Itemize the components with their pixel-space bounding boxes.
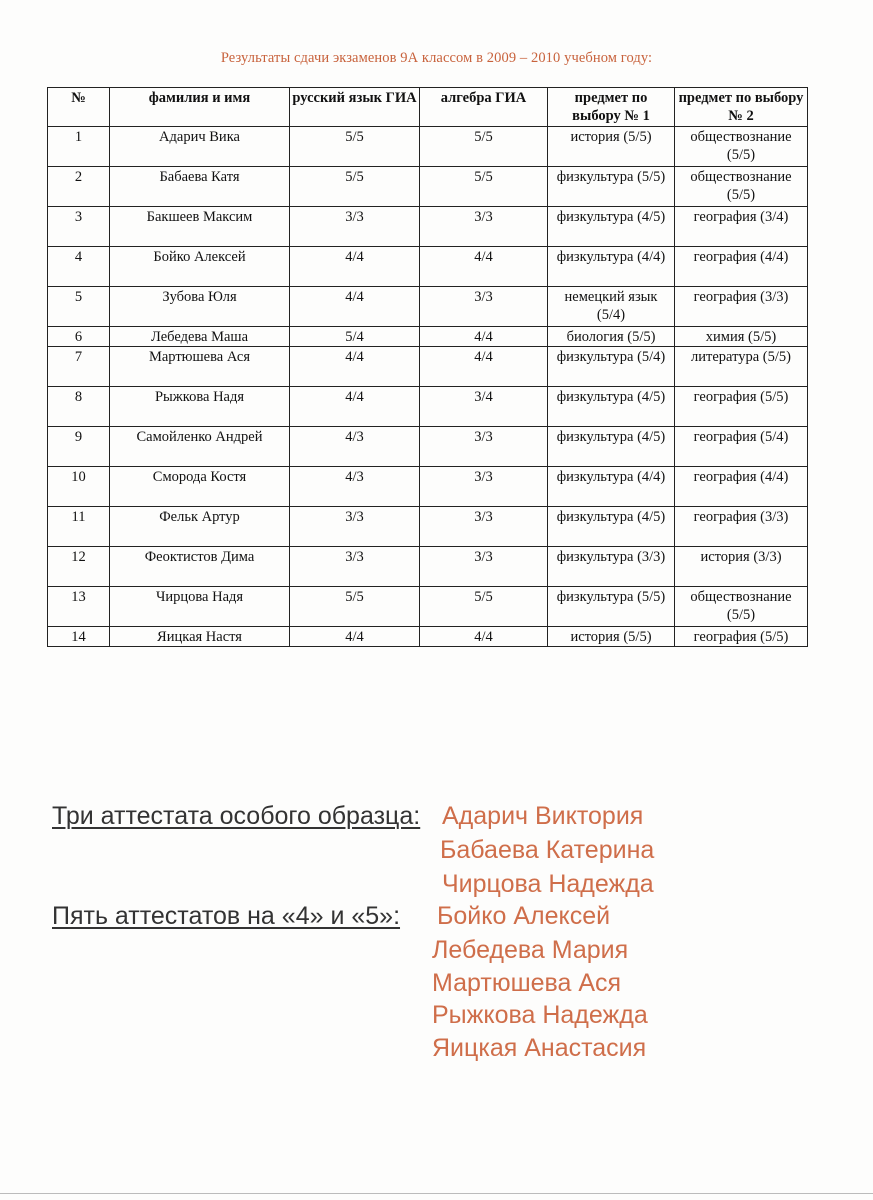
cell-number: 7 (48, 347, 110, 387)
honors-name: Рыжкова Надежда (432, 1001, 648, 1029)
cell-russian: 5/5 (290, 127, 420, 167)
table-row (48, 247, 808, 287)
cell-russian: 3/3 (290, 507, 420, 547)
cell-number: 3 (48, 207, 110, 247)
header-elective-1: предмет по выбору № 1 (548, 88, 675, 127)
cell-russian: 5/5 (290, 587, 420, 627)
cell-elective-2: география (5/4) (675, 427, 808, 467)
cell-name: Фельк Артур (110, 507, 290, 547)
cell-elective-2: география (3/3) (675, 507, 808, 547)
cell-elective-2: обществознание (5/5) (675, 587, 808, 627)
table-row (48, 547, 808, 587)
table-row (48, 207, 808, 247)
cell-russian: 4/4 (290, 287, 420, 327)
cell-name: Бакшеев Максим (110, 207, 290, 247)
table-row (48, 127, 808, 167)
cell-name: Бабаева Катя (110, 167, 290, 207)
cell-elective-1: физкультура (4/5) (548, 507, 675, 547)
table-row (48, 507, 808, 547)
cell-algebra: 4/4 (420, 347, 548, 387)
cell-elective-2: география (5/5) (675, 627, 808, 647)
header-algebra: алгебра ГИА (420, 88, 548, 127)
cell-elective-1: физкультура (5/4) (548, 347, 675, 387)
cell-elective-2: география (4/4) (675, 247, 808, 287)
cell-name: Зубова Юля (110, 287, 290, 327)
cell-number: 14 (48, 627, 110, 647)
honors-name: Адарич Виктория (442, 802, 644, 830)
cell-number: 4 (48, 247, 110, 287)
table-row (48, 167, 808, 207)
cell-algebra: 3/3 (420, 427, 548, 467)
cell-name: Мартюшева Ася (110, 347, 290, 387)
cell-name: Рыжкова Надя (110, 387, 290, 427)
cell-name: Адарич Вика (110, 127, 290, 167)
cell-russian: 4/3 (290, 467, 420, 507)
cell-elective-1: физкультура (4/5) (548, 427, 675, 467)
cell-number: 12 (48, 547, 110, 587)
good-certificates-label: Пять аттестатов на «4» и «5»: (52, 902, 401, 930)
cell-russian: 5/5 (290, 167, 420, 207)
cell-elective-2: обществознание (5/5) (675, 167, 808, 207)
table-row (48, 287, 808, 327)
cell-russian: 4/3 (290, 427, 420, 467)
header-number: № (48, 88, 110, 127)
cell-algebra: 3/4 (420, 387, 548, 427)
cell-elective-1: биология (5/5) (548, 327, 675, 347)
table-header-row (48, 88, 808, 127)
header-name: фамилия и имя (110, 88, 290, 127)
cell-elective-2: химия (5/5) (675, 327, 808, 347)
table-row (48, 467, 808, 507)
cell-number: 9 (48, 427, 110, 467)
cell-algebra: 4/4 (420, 627, 548, 647)
honors-name: Яицкая Анастасия (432, 1034, 647, 1062)
header-russian: русский язык ГИА (290, 88, 420, 127)
cell-russian: 4/4 (290, 627, 420, 647)
cell-russian: 4/4 (290, 387, 420, 427)
honors-name: Мартюшева Ася (432, 969, 622, 997)
cell-number: 11 (48, 507, 110, 547)
cell-elective-2: литература (5/5) (675, 347, 808, 387)
cell-algebra: 3/3 (420, 467, 548, 507)
cell-elective-2: география (3/4) (675, 207, 808, 247)
table-row (48, 587, 808, 627)
cell-number: 8 (48, 387, 110, 427)
cell-russian: 4/4 (290, 347, 420, 387)
special-certificates-label: Три аттестата особого образца: (52, 802, 421, 830)
cell-algebra: 4/4 (420, 247, 548, 287)
cell-elective-1: физкультура (3/3) (548, 547, 675, 587)
cell-elective-2: география (3/3) (675, 287, 808, 327)
cell-elective-1: история (5/5) (548, 627, 675, 647)
table-row (48, 627, 808, 647)
cell-elective-1: физкультура (4/5) (548, 387, 675, 427)
cell-elective-1: история (5/5) (548, 127, 675, 167)
cell-number: 1 (48, 127, 110, 167)
cell-number: 5 (48, 287, 110, 327)
cell-elective-1: физкультура (4/4) (548, 467, 675, 507)
cell-number: 2 (48, 167, 110, 207)
honors-name: Бойко Алексей (437, 902, 611, 930)
cell-name: Чирцова Надя (110, 587, 290, 627)
cell-algebra: 5/5 (420, 167, 548, 207)
cell-algebra: 5/5 (420, 127, 548, 167)
table-row (48, 427, 808, 467)
cell-russian: 5/4 (290, 327, 420, 347)
cell-algebra: 3/3 (420, 547, 548, 587)
cell-russian: 3/3 (290, 207, 420, 247)
cell-elective-2: история (3/3) (675, 547, 808, 587)
table-row (48, 327, 808, 347)
exam-results-table (47, 87, 808, 647)
cell-name: Бойко Алексей (110, 247, 290, 287)
honors-name: Чирцова Надежда (442, 870, 654, 898)
cell-name: Феоктистов Дима (110, 547, 290, 587)
header-elective-2: предмет по выбору № 2 (675, 88, 808, 127)
cell-elective-2: обществознание (5/5) (675, 127, 808, 167)
cell-elective-1: физкультура (4/4) (548, 247, 675, 287)
table-row (48, 387, 808, 427)
cell-elective-2: география (5/5) (675, 387, 808, 427)
cell-elective-2: география (4/4) (675, 467, 808, 507)
cell-algebra: 3/3 (420, 207, 548, 247)
honors-name: Бабаева Катерина (440, 836, 655, 864)
cell-number: 10 (48, 467, 110, 507)
cell-name: Самойленко Андрей (110, 427, 290, 467)
cell-number: 13 (48, 587, 110, 627)
cell-elective-1: физкультура (5/5) (548, 587, 675, 627)
cell-name: Смородa Костя (110, 467, 290, 507)
page-title: Результаты сдачи экзаменов 9А классом в 2009 – 2010 учебном году: (220, 50, 653, 66)
honors-name: Лебедева Мария (432, 936, 629, 964)
cell-elective-1: немецкий язык (5/4) (548, 287, 675, 327)
cell-elective-1: физкультура (4/5) (548, 207, 675, 247)
cell-name: Лебедева Маша (110, 327, 290, 347)
cell-algebra: 5/5 (420, 587, 548, 627)
cell-number: 6 (48, 327, 110, 347)
table-row (48, 347, 808, 387)
cell-russian: 4/4 (290, 247, 420, 287)
cell-elective-1: физкультура (5/5) (548, 167, 675, 207)
cell-algebra: 3/3 (420, 507, 548, 547)
cell-name: Яицкая Настя (110, 627, 290, 647)
cell-russian: 3/3 (290, 547, 420, 587)
page-edge-divider (0, 1193, 873, 1194)
cell-algebra: 3/3 (420, 287, 548, 327)
cell-algebra: 4/4 (420, 327, 548, 347)
